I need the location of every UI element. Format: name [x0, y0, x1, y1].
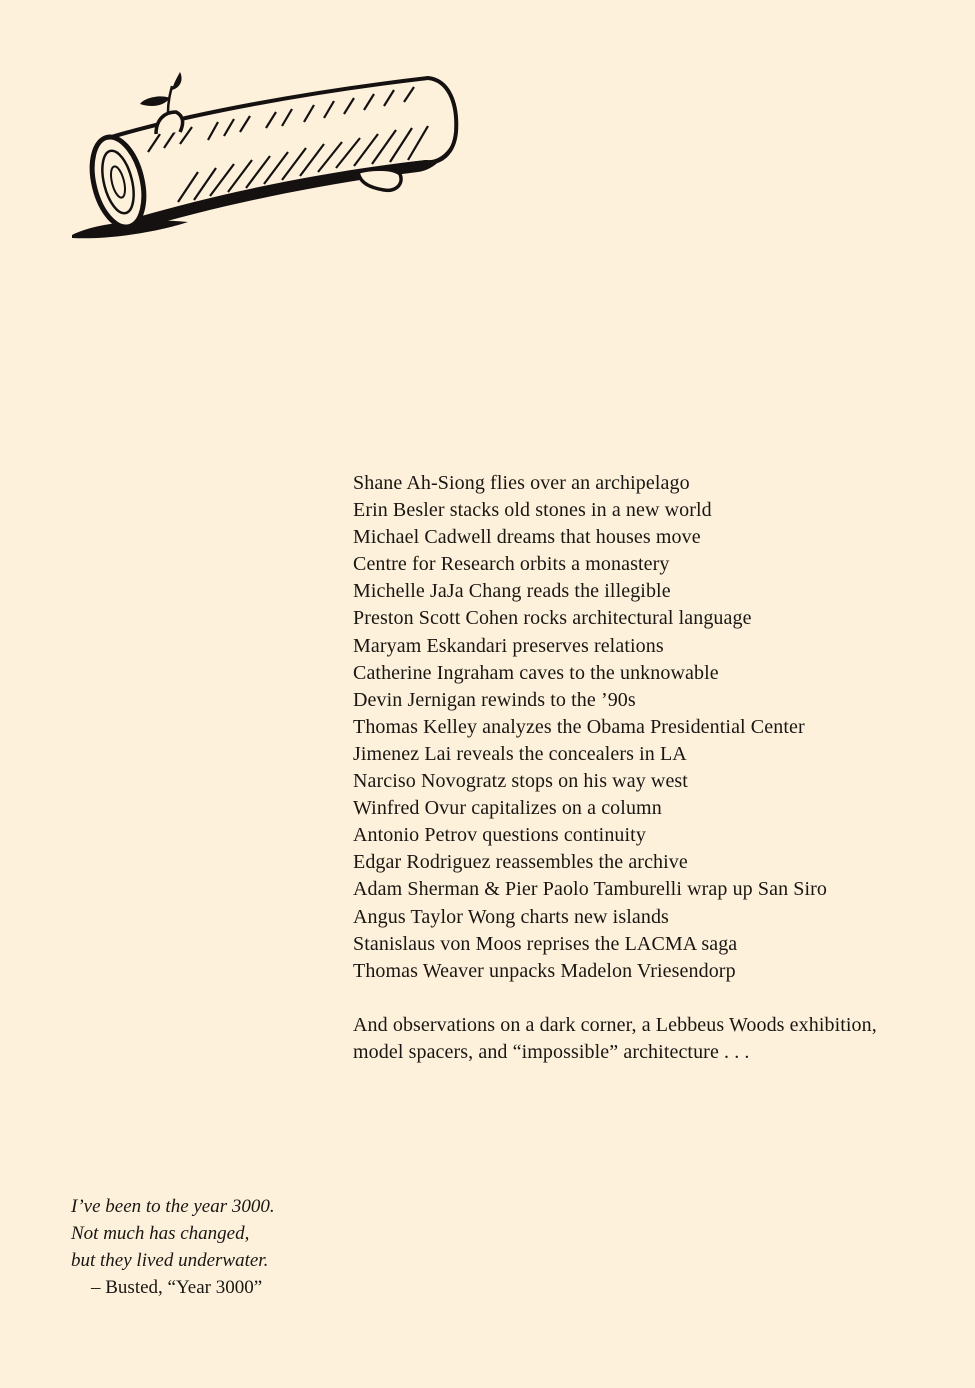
- list-item: Michael Cadwell dreams that houses move: [353, 526, 701, 549]
- closing-paragraph: [353, 1012, 953, 1066]
- list-item: Edgar Rodriguez reassembles the archive: [353, 851, 688, 874]
- list-item: Thomas Kelley analyzes the Obama Presidential Center: [353, 715, 805, 738]
- contributor-list: [353, 470, 953, 985]
- epigraph-line: I’ve been to the year 3000.: [71, 1196, 275, 1217]
- epigraph-attribution: – Busted, “Year 3000”: [91, 1277, 263, 1298]
- list-item: Jimenez Lai reveals the concealers in LA: [353, 742, 687, 765]
- closing-line: And observations on a dark corner, a Lebbeus Woods exhibition,: [353, 1013, 877, 1036]
- epigraph-line: Not much has changed,: [71, 1223, 250, 1244]
- list-item: Preston Scott Cohen rocks architectural language: [353, 607, 752, 630]
- list-item: Centre for Research orbits a monastery: [353, 553, 670, 576]
- closing-line: model spacers, and “impossible” architecture . . .: [353, 1040, 750, 1063]
- list-item: Shane Ah-Siong flies over an archipelago: [353, 472, 690, 494]
- list-item: Devin Jernigan rewinds to the ’90s: [353, 688, 636, 711]
- list-item: Winfred Ovur capitalizes on a column: [353, 797, 662, 820]
- list-item: Maryam Eskandari preserves relations: [353, 634, 664, 657]
- list-item: Narciso Novogratz stops on his way west: [353, 770, 688, 793]
- list-item: Antonio Petrov questions continuity: [353, 824, 646, 847]
- log-with-sprout-icon: [68, 72, 463, 244]
- epigraph-line: but they lived underwater.: [71, 1250, 269, 1271]
- list-item: Stanislaus von Moos reprises the LACMA saga: [353, 932, 738, 955]
- list-item: Erin Besler stacks old stones in a new world: [353, 499, 712, 522]
- list-item: Thomas Weaver unpacks Madelon Vriesendorp: [353, 959, 736, 982]
- list-item: Angus Taylor Wong charts new islands: [353, 905, 669, 928]
- list-item: Catherine Ingraham caves to the unknowable: [353, 661, 719, 684]
- list-item: Michelle JaJa Chang reads the illegible: [353, 580, 671, 603]
- list-item: Adam Sherman & Pier Paolo Tamburelli wrap up San Siro: [353, 878, 828, 901]
- contents-list: [353, 470, 953, 1066]
- epigraph: [71, 1193, 275, 1301]
